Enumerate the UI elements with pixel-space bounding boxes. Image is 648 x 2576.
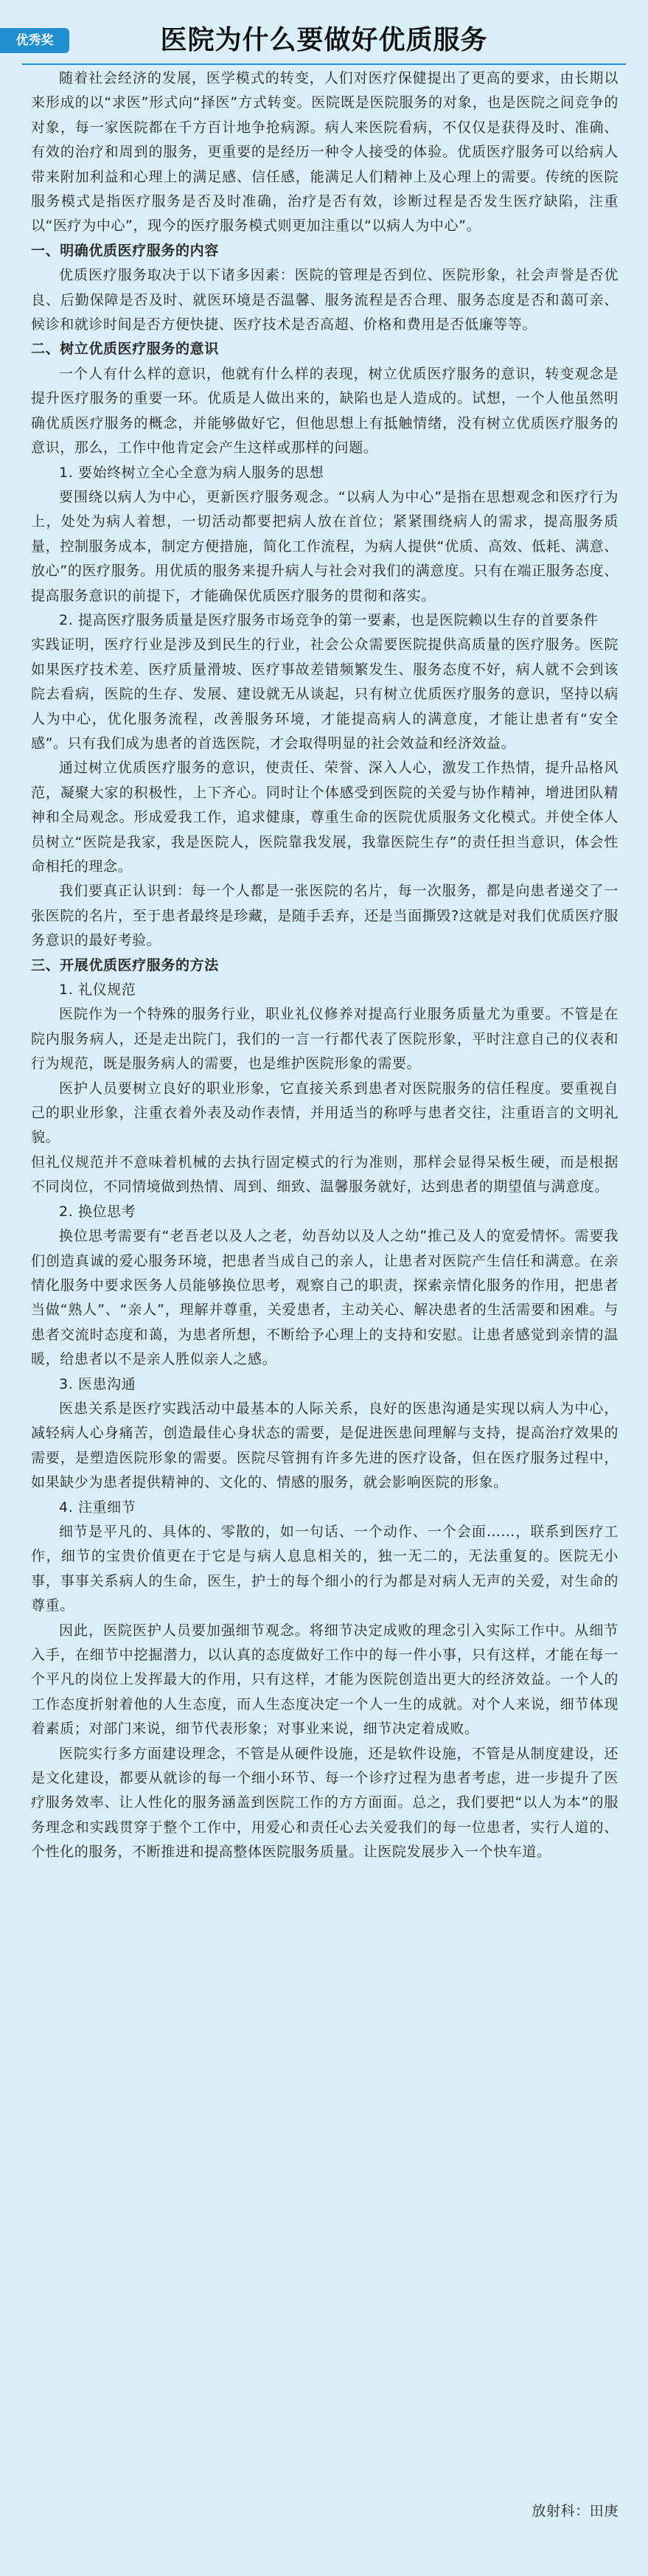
article-paragraph: 2. 换位思考 (59, 1203, 136, 1220)
article-paragraph: 1. 要始终树立全心全意为病人服务的思想 (59, 464, 324, 481)
article-paragraph: 2. 提高医疗服务质量是医疗服务市场竞争的第一要素，也是医院赖以生存的首要条件 (59, 611, 599, 628)
article-paragraph: 因此，医院医护人员要加强细节观念。将细节决定成败的理念引入实际工作中。从细节入手，在细节中挖掘潜力，以认真的态度做好工作中的每一件小事，只有这样，才能在每一个平凡的岗位上发挥最大的作用，只有这样，才能为医院创造出更大的经济效益。一个人的工作态度折射着他的人生态度，而人生态度决定一个人一生的成就。对个人来说，细节体现着素质；对部门来说，细节代表形象；对事业来说，细节决定着成败。 (31, 1622, 619, 1737)
article-paragraph: 3. 医患沟通 (59, 1375, 136, 1392)
article-paragraph: 4. 注重细节 (59, 1499, 136, 1516)
section-heading: 三、开展优质医疗服务的方法 (31, 957, 219, 973)
title-divider (22, 63, 626, 65)
article-body (31, 66, 619, 1865)
article-paragraph: 随着社会经济的发展，医学模式的转变，人们对医疗保健提出了更高的要求，由长期以来形成的以“求医”形式向“择医”方式转变。医院既是医院服务的对象，也是医院之间竞争的对象，每一家医院都在千方百计地争抢病源。病人来医院看病，不仅仅是获得及时、准确、有效的治疗和周到的服务，更重要的是经历一种令人接受的体验。优质医疗服务可以给病人带来附加利益和心理上的满足感、信任感，能满足人们精神上及心理上的需要。传统的医院服务模式是指医疗服务是否及时准确，治疗是否有效，诊断过程是否发生医疗缺陷，注重以“医疗为中心”，现今的医疗服务模式则更加注重以“以病人为中心”。 (31, 70, 619, 235)
article-paragraph: 一个人有什么样的意识，他就有什么样的表现，树立优质医疗服务的意识，转变观念是提升医疗服务的重要一环。优质是人做出来的，缺陷也是人造成的。试想，一个人他虽然明确优质医疗服务的概念，并能够做好它，但他思想上有抵触情绪，没有树立优质医疗服务的意识，那么，工作中他肯定会产生这样或那样的问题。 (31, 365, 619, 456)
article-paragraph: 医护人员要树立良好的职业形象，它直接关系到患者对医院服务的信任程度。要重视自己的职业形象，注重衣着外表及动作表情，并用适当的称呼与患者交往，注重语言的文明礼貌。 (31, 1080, 619, 1146)
section-heading: 二、树立优质医疗服务的意识 (31, 341, 219, 358)
award-badge: 优秀奖 (0, 28, 69, 53)
article-paragraph: 细节是平凡的、具体的、零散的，如一句话、一个动作、一个会面……，联系到医疗工作，细节的宝贵价值更在于它是与病人息息相关的，独一无二的，无法重复的。医院无小事，事事关系病人的生命，医生，护士的每个细小的行为都是对病人无声的关爱，对生命的尊重。 (31, 1523, 619, 1614)
article-paragraph: 通过树立优质医疗服务的意识，使责任、荣誉、深入人心，激发工作热情，提升品格风范，凝聚大家的积极性，上下齐心。同时让个体感受到医院的关爱与协作精神，增进团队精神和全局观念。形成爱我工作，追求健康，尊重生命的医院优质服务文化模式。并使全体人员树立“医院是我家，我是医院人，医院靠我发展，我靠医院生存”的责任担当意识，体会性命相托的理念。 (31, 760, 619, 875)
article-paragraph: 1. 礼仪规范 (59, 982, 136, 999)
article-paragraph: 优质医疗服务取决于以下诸多因素：医院的管理是否到位、医院形象，社会声誉是否优良、后勤保障是否及时、就医环境是否温馨、服务流程是否合理、服务态度是否和蔼可亲、候诊和就诊时间是否方便快捷、医疗技术是否高超、价格和费用是否低廉等等。 (31, 267, 619, 333)
article-paragraph: 要围绕以病人为中心，更新医疗服务观念。“以病人为中心”是指在思想观念和医疗行为上，处处为病人着想，一切活动都要把病人放在首位；紧紧围绕病人的需求，提高服务质量，控制服务成本，制定方便措施，简化工作流程，为病人提供“优质、高效、低耗、满意、放心”的医疗服务。用优质的服务来提升病人与社会对我们的满意度。只有在端正服务态度、提高服务意识的前提下，才能确保优质医疗服务的贯彻和落实。 (31, 488, 619, 604)
article-paragraph: 实践证明，医疗行业是涉及到民生的行业，社会公众需要医院提供高质量的医疗服务。医院如果医疗技术差、医疗质量滑坡、医疗事故差错频繁发生、服务态度不好，病人就不会到该院去看病，医院的生存、发展、建设就无从谈起，只有树立优质医疗服务的意识，坚持以病人为中心，优化服务流程，改善服务环境，才能提高病人的满意度，才能让患者有“安全感”。只有我们成为患者的首选医院，才会取得明显的社会效益和经济效益。 (31, 636, 619, 751)
article-paragraph: 医患关系是医疗实践活动中最基本的人际关系，良好的医患沟通是实现以病人为中心，减轻病人心身痛苦，创造最佳心身状态的需要，是促进医患间理解与支持，提高治疗效果的需要，是塑造医院形象的需要。医院尽管拥有许多先进的医疗设备，但在医疗服务过程中，如果缺少为患者提供精神的、文化的、情感的服务，就会影响医院的形象。 (31, 1400, 619, 1491)
article-paragraph: 医院作为一个特殊的服务行业，职业礼仪修养对提高行业服务质量尤为重要。不管是在院内服务病人，还是走出院门，我们的一言一行都代表了医院形象，平时注意自己的仪表和行为规范，既是服务病人的需要，也是维护医院形象的需要。 (31, 1006, 619, 1072)
page-title: 医院为什么要做好优质服务 (160, 24, 488, 55)
author-credit: 放射科：田庚 (532, 2503, 619, 2519)
section-heading: 一、明确优质医疗服务的内容 (31, 242, 219, 259)
article-paragraph: 换位思考需要有“老吾老以及人之老，幼吾幼以及人之幼”推己及人的宽爱情怀。需要我们创造真诚的爱心服务环境，把患者当成自己的亲人，让患者对医院产生信任和满意。在亲情化服务中要求医务人员能够换位思考，观察自己的职责，探索亲情化服务的作用，把患者当做“熟人”、“亲人”，理解并尊重，关爱患者，主动关心、解决患者的生活需要和困难。与患者交流时态度和蔼，为患者所想，不断给予心理上的支持和安慰。让患者感觉到亲情的温暖，给患者以不是亲人胜似亲人之感。 (31, 1228, 619, 1368)
article-paragraph: 我们要真正认识到：每一个人都是一张医院的名片，每一次服务，都是向患者递交了一张医院的名片，至于患者最终是珍藏，是随手丢弃，还是当面撕毁?这就是对我们优质医疗服务意识的最好考验。 (31, 883, 619, 949)
article-paragraph: 医院实行多方面建设理念，不管是从硬件设施，还是软件设施，不管是从制度建设，还是文化建设，都要从就诊的每一个细小环节、每一个诊疗过程为患者考虑，进一步提升了医疗服务效率、让人性化的服务涵盖到医院工作的方方面面。总之，我们要把“以人为本”的服务理念和实践贯穿于整个工作中，用爱心和责任心去关爱我们的每一位患者，实行人道的、个性化的服务，不断推进和提高整体医院服务质量。让医院发展步入一个快车道。 (31, 1745, 619, 1861)
article-paragraph: 但礼仪规范并不意味着机械的去执行固定模式的行为准则，那样会显得呆板生硬，而是根据不同岗位，不同情境做到热情、周到、细致、温馨服务就好，达到患者的期望值与满意度。 (31, 1153, 619, 1195)
